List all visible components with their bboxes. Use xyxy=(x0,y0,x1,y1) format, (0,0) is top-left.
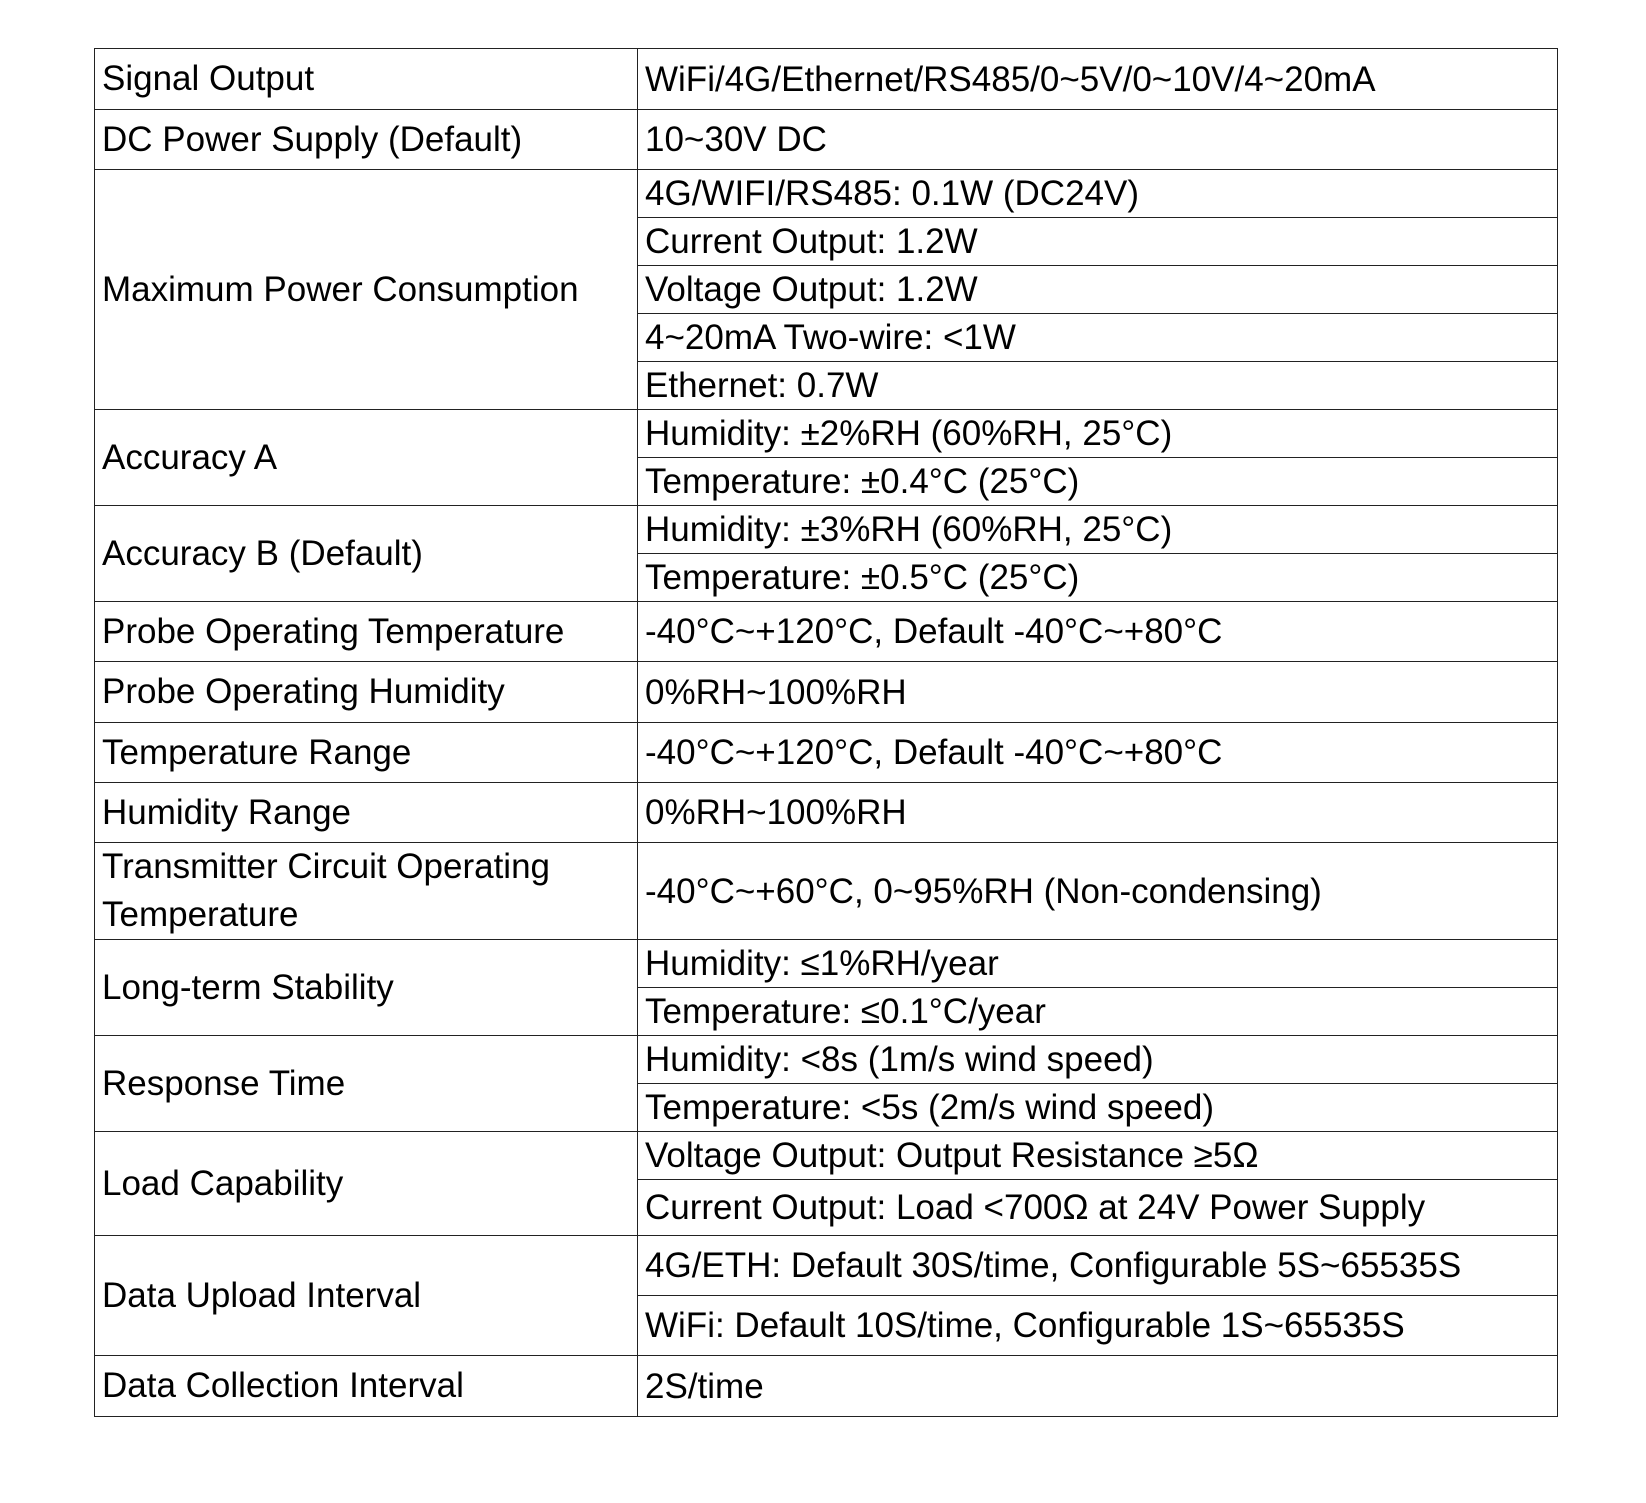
spec-value: 2S/time xyxy=(638,1356,1558,1417)
spec-label: Temperature Range xyxy=(95,723,638,783)
spec-value: 4G/ETH: Default 30S/time, Configurable 5S~65535S xyxy=(638,1236,1558,1296)
spec-row xyxy=(95,506,1558,554)
spec-label: Long-term Stability xyxy=(95,940,638,1036)
spec-value: Current Output: Load <700Ω at 24V Power Supply xyxy=(638,1180,1558,1236)
spec-value: -40°C~+60°C, 0~95%RH (Non-condensing) xyxy=(638,843,1558,940)
spec-value: Ethernet: 0.7W xyxy=(638,362,1558,410)
spec-row xyxy=(95,1036,1558,1084)
spec-row xyxy=(95,110,1558,170)
spec-value: Current Output: 1.2W xyxy=(638,218,1558,266)
spec-label: Signal Output xyxy=(95,49,638,110)
spec-label: Data Upload Interval xyxy=(95,1236,638,1356)
spec-label: Probe Operating Temperature xyxy=(95,602,638,662)
spec-label: Accuracy B (Default) xyxy=(95,506,638,602)
spec-value: Temperature: ±0.4°C (25°C) xyxy=(638,458,1558,506)
spec-label: Humidity Range xyxy=(95,783,638,843)
spec-label: Transmitter Circuit Operating Temperature xyxy=(95,843,638,940)
spec-label: DC Power Supply (Default) xyxy=(95,110,638,170)
spec-value: 0%RH~100%RH xyxy=(638,662,1558,723)
spec-row xyxy=(95,1236,1558,1296)
spec-row xyxy=(95,602,1558,662)
spec-value: Voltage Output: 1.2W xyxy=(638,266,1558,314)
spec-value: Temperature: ≤0.1°C/year xyxy=(638,988,1558,1036)
spec-label: Data Collection Interval xyxy=(95,1356,638,1417)
spec-row xyxy=(95,170,1558,218)
spec-row xyxy=(95,940,1558,988)
spec-row xyxy=(95,49,1558,110)
spec-value: 0%RH~100%RH xyxy=(638,783,1558,843)
spec-row xyxy=(95,843,1558,940)
spec-value: Voltage Output: Output Resistance ≥5Ω xyxy=(638,1132,1558,1180)
spec-row xyxy=(95,410,1558,458)
spec-label: Probe Operating Humidity xyxy=(95,662,638,723)
spec-label: Maximum Power Consumption xyxy=(95,170,638,410)
spec-label: Response Time xyxy=(95,1036,638,1132)
spec-row xyxy=(95,723,1558,783)
spec-table-body xyxy=(95,49,1558,1417)
spec-value: Humidity: ≤1%RH/year xyxy=(638,940,1558,988)
spec-table xyxy=(94,48,1558,1417)
spec-value: 4G/WIFI/RS485: 0.1W (DC24V) xyxy=(638,170,1558,218)
spec-value: 10~30V DC xyxy=(638,110,1558,170)
spec-value: Humidity: <8s (1m/s wind speed) xyxy=(638,1036,1558,1084)
spec-row xyxy=(95,1132,1558,1180)
spec-value: Temperature: <5s (2m/s wind speed) xyxy=(638,1084,1558,1132)
spec-label: Load Capability xyxy=(95,1132,638,1236)
spec-value: WiFi/4G/Ethernet/RS485/0~5V/0~10V/4~20mA xyxy=(638,49,1558,110)
spec-value: WiFi: Default 10S/time, Configurable 1S~65535S xyxy=(638,1296,1558,1356)
spec-value: Humidity: ±2%RH (60%RH, 25°C) xyxy=(638,410,1558,458)
spec-row xyxy=(95,783,1558,843)
spec-value: 4~20mA Two-wire: <1W xyxy=(638,314,1558,362)
spec-row xyxy=(95,662,1558,723)
spec-row xyxy=(95,1356,1558,1417)
spec-value: -40°C~+120°C, Default -40°C~+80°C xyxy=(638,602,1558,662)
spec-value: Humidity: ±3%RH (60%RH, 25°C) xyxy=(638,506,1558,554)
spec-label: Accuracy A xyxy=(95,410,638,506)
spec-value: Temperature: ±0.5°C (25°C) xyxy=(638,554,1558,602)
spec-value: -40°C~+120°C, Default -40°C~+80°C xyxy=(638,723,1558,783)
